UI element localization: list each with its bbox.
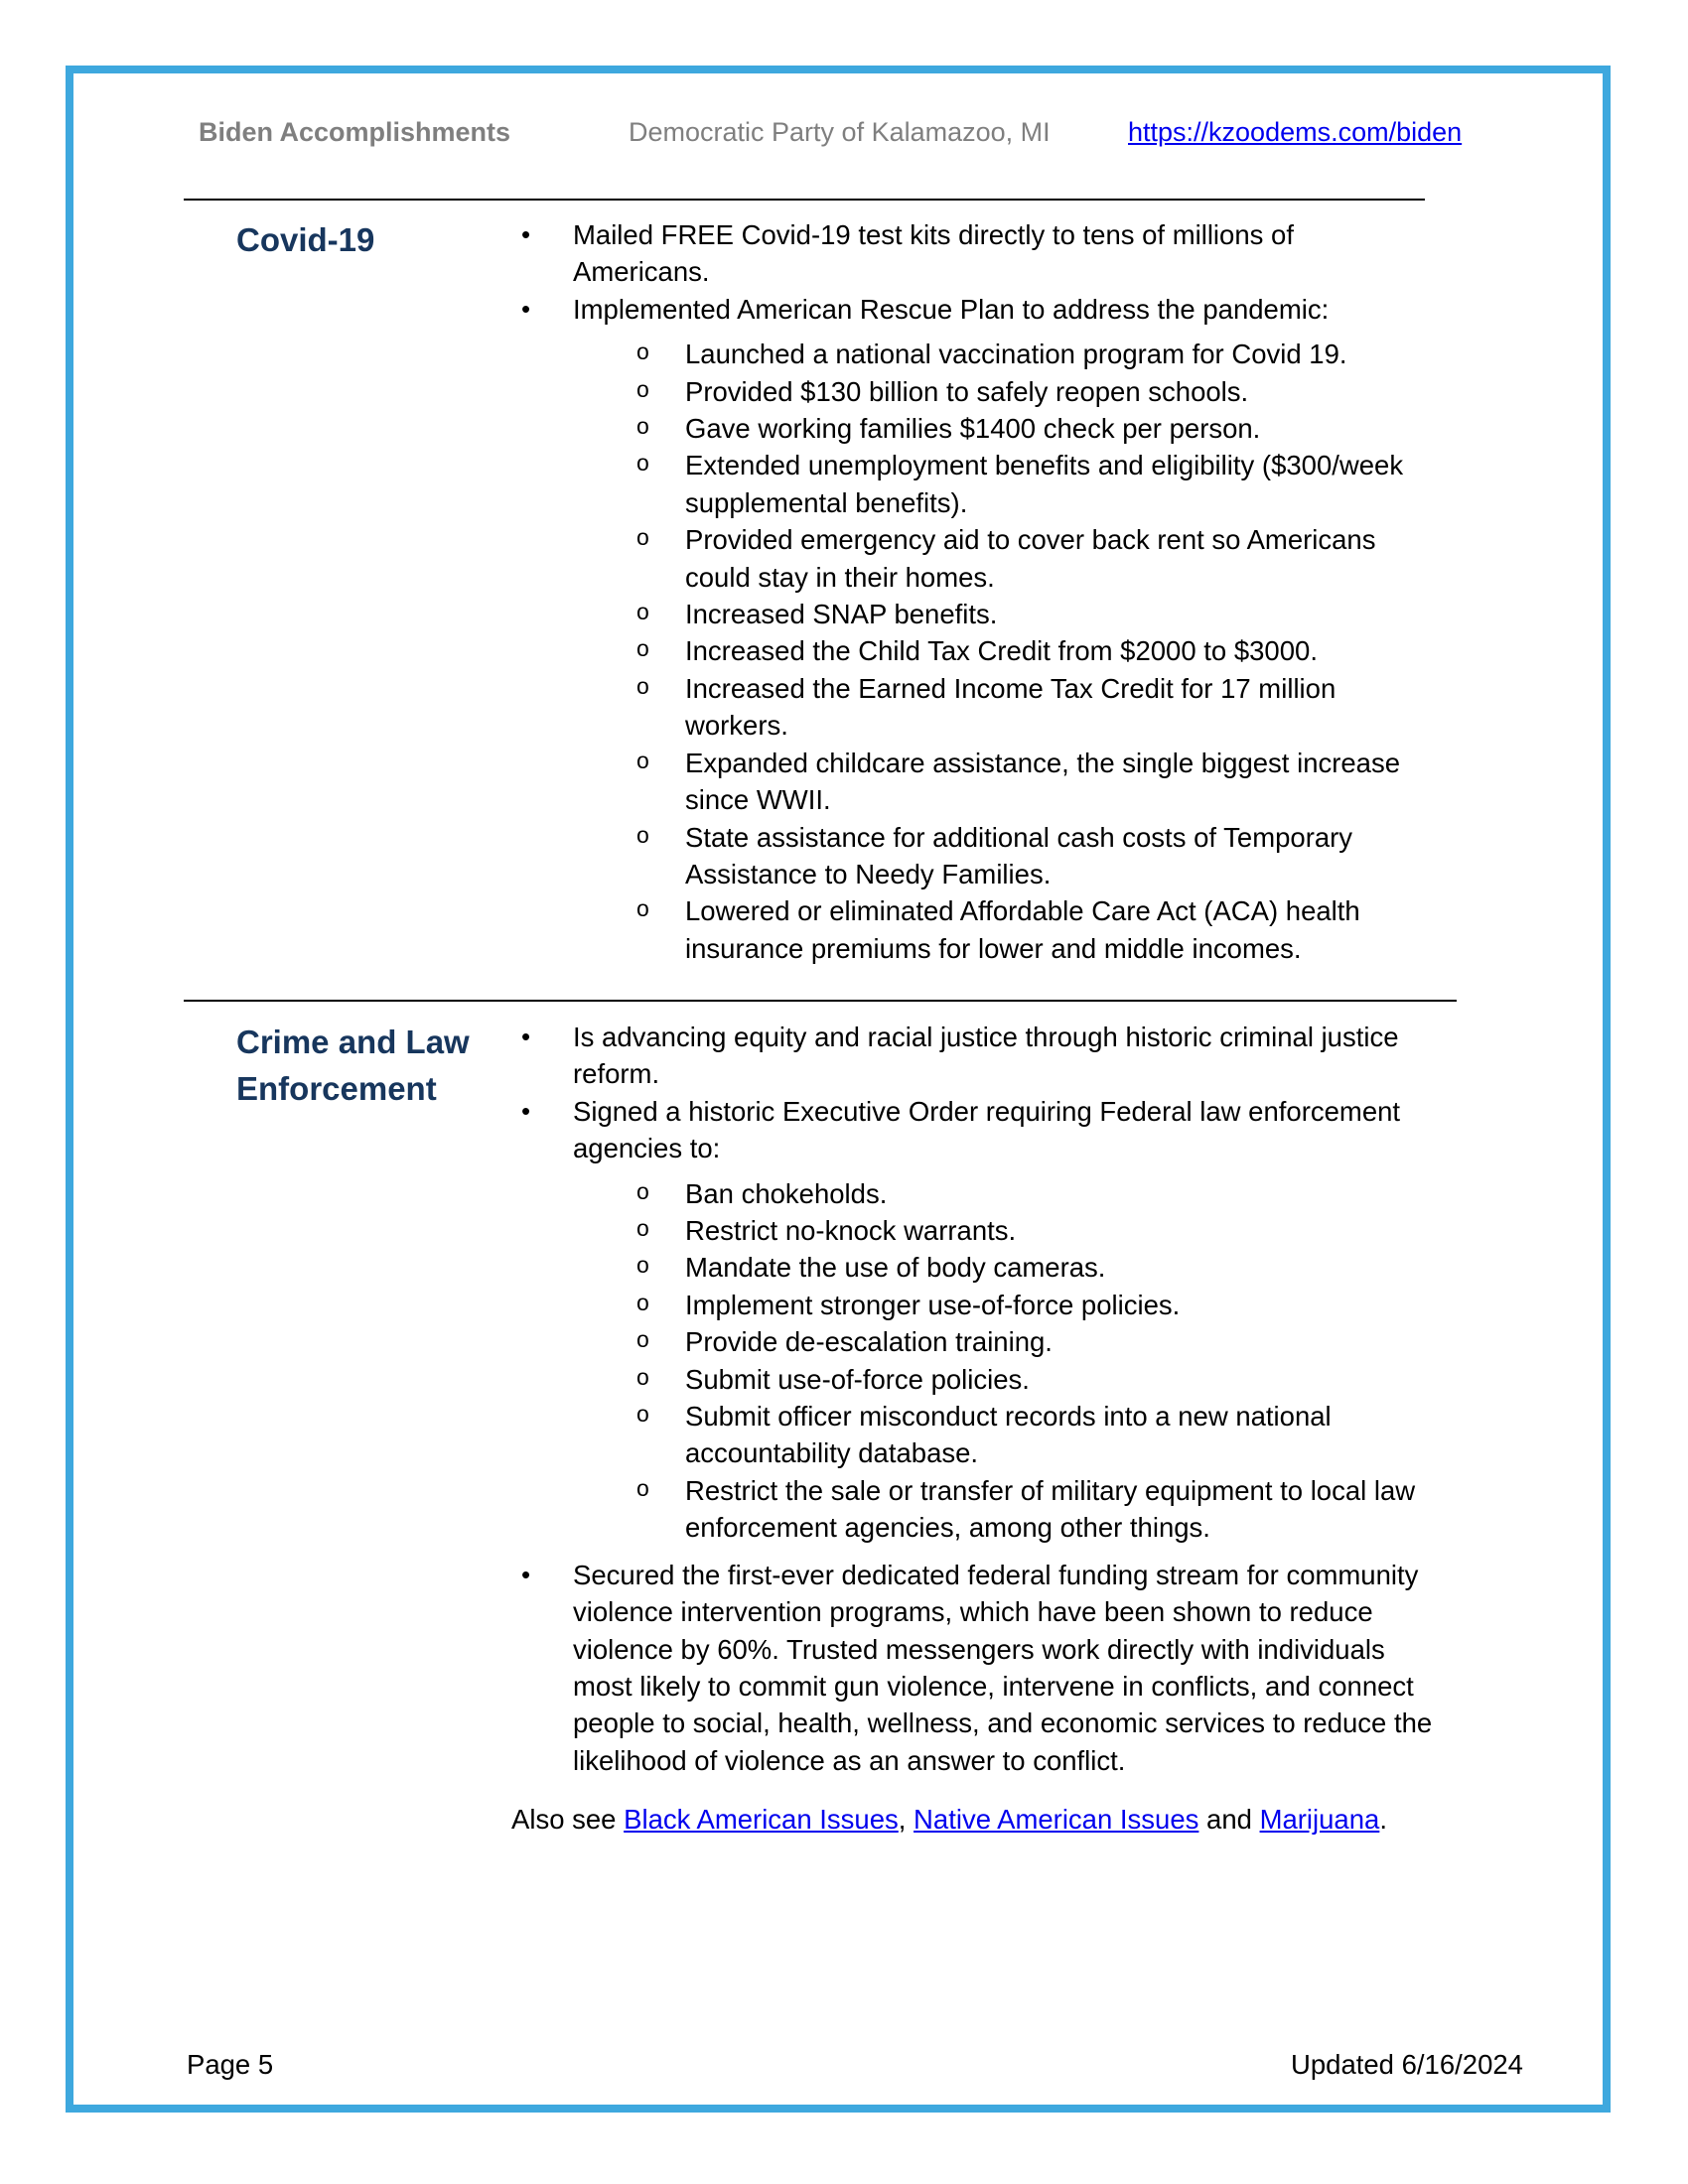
- header-org: Democratic Party of Kalamazoo, MI: [629, 117, 1051, 147]
- sub-list-item: o Provided $130 billion to safely reopen schools.: [573, 373, 1425, 410]
- sub-list-item: o Increased SNAP benefits.: [573, 596, 1425, 632]
- page-number: Page 5: [187, 2049, 274, 2080]
- section-heading-crime: Crime and Law Enforcement: [236, 1024, 470, 1107]
- sub-list-item: o Lowered or eliminated Affordable Care Act (ACA) health insurance premiums for lower and middle incomes.: [573, 892, 1425, 967]
- sub-list-item: o Mandate the use of body cameras.: [573, 1249, 1440, 1286]
- link-marijuana[interactable]: Marijuana: [1259, 1804, 1380, 1835]
- list-item: • Is advancing equity and racial justice through historic criminal justice reform.: [511, 1019, 1440, 1093]
- section-covid: [511, 216, 1425, 971]
- sub-list-item: o Extended unemployment benefits and eligibility ($300/week supplemental benefits).: [573, 447, 1425, 521]
- list-item: • Implemented American Rescue Plan to address the pandemic: o Launched a national vaccination program for Covid 19. o Provided $130 billion to safely reopen schools. o Gave working families $1400 check per person. o Extended unemployment benefits and eligibility ($300/week supplemental benefits). o Provided emergency aid to cover back rent so Americans could stay in their homes. o Increased SNAP benefits. o Increased the Child Tax Credit from $2000 to $3000. o Increased the Earned Income Tax Credit for 17 million workers. o Expanded childcare assistance, the single biggest increase since WWII. o State assistance for additional cash costs of Temporary Assistance to Needy Families. o Lowered or eliminated Affordable Care Act (ACA) health insurance premiums for lower and middle incomes.: [511, 291, 1425, 967]
- sub-list-item: o Restrict the sale or transfer of military equipment to local law enforcement agencies, among other things.: [573, 1472, 1440, 1547]
- updated-date: Updated 6/16/2024: [1291, 2049, 1523, 2080]
- sub-list-item: o Restrict no-knock warrants.: [573, 1212, 1440, 1249]
- sub-list-item: o Ban chokeholds.: [573, 1175, 1440, 1212]
- sub-list-item: o Launched a national vaccination program for Covid 19.: [573, 336, 1425, 372]
- list-item: • Signed a historic Executive Order requiring Federal law enforcement agencies to: o Ban chokeholds. o Restrict no-knock warrants. o Mandate the use of body cameras. o Implement stronger use-of-force policies. o Provide de-escalation training. o Submit use-of-force policies. o Submit officer misconduct records into a new national accountability database. o Restrict the sale or transfer of military equipment to local law enforcement agencies, among other things.: [511, 1093, 1440, 1547]
- section-crime: [511, 1019, 1440, 1779]
- sub-list-item: o Provide de-escalation training.: [573, 1323, 1440, 1360]
- sub-list-item: o Increased the Earned Income Tax Credit for 17 million workers.: [573, 670, 1425, 745]
- header-title: Biden Accomplishments: [199, 117, 511, 147]
- section-divider: [184, 1000, 1457, 1002]
- list-item: • Mailed FREE Covid-19 test kits directly to tens of millions of Americans.: [511, 216, 1425, 291]
- section-divider: [184, 199, 1425, 201]
- sub-list-item: o Submit use-of-force policies.: [573, 1361, 1440, 1398]
- sub-list-item: o Expanded childcare assistance, the single biggest increase since WWII.: [573, 745, 1425, 819]
- sub-list-item: o Implement stronger use-of-force policies.: [573, 1287, 1440, 1323]
- sub-list-item: o Increased the Child Tax Credit from $2000 to $3000.: [573, 632, 1425, 669]
- sub-list-item: o Submit officer misconduct records into a new national accountability database.: [573, 1398, 1440, 1472]
- link-native-american-issues[interactable]: Native American Issues: [914, 1804, 1199, 1835]
- link-black-american-issues[interactable]: Black American Issues: [624, 1804, 899, 1835]
- also-see-line: Also see Black American Issues, Native American Issues and Marijuana.: [511, 1804, 1387, 1835]
- sub-list-item: o Provided emergency aid to cover back rent so Americans could stay in their homes.: [573, 521, 1425, 596]
- header-link[interactable]: https://kzoodems.com/biden: [1128, 117, 1463, 147]
- section-heading-covid: Covid-19: [236, 221, 375, 258]
- sub-list-item: o Gave working families $1400 check per person.: [573, 410, 1425, 447]
- list-item: • Secured the first-ever dedicated federal funding stream for community violence intervention programs, which have been shown to reduce violence by 60%. Trusted messengers work directly with individuals most likely to commit gun violence, intervene in conflicts, and connect people to social, health, wellness, and economic services to reduce the likelihood of violence as an answer to conflict.: [511, 1557, 1440, 1779]
- sub-list-item: o State assistance for additional cash costs of Temporary Assistance to Needy Families.: [573, 819, 1425, 893]
